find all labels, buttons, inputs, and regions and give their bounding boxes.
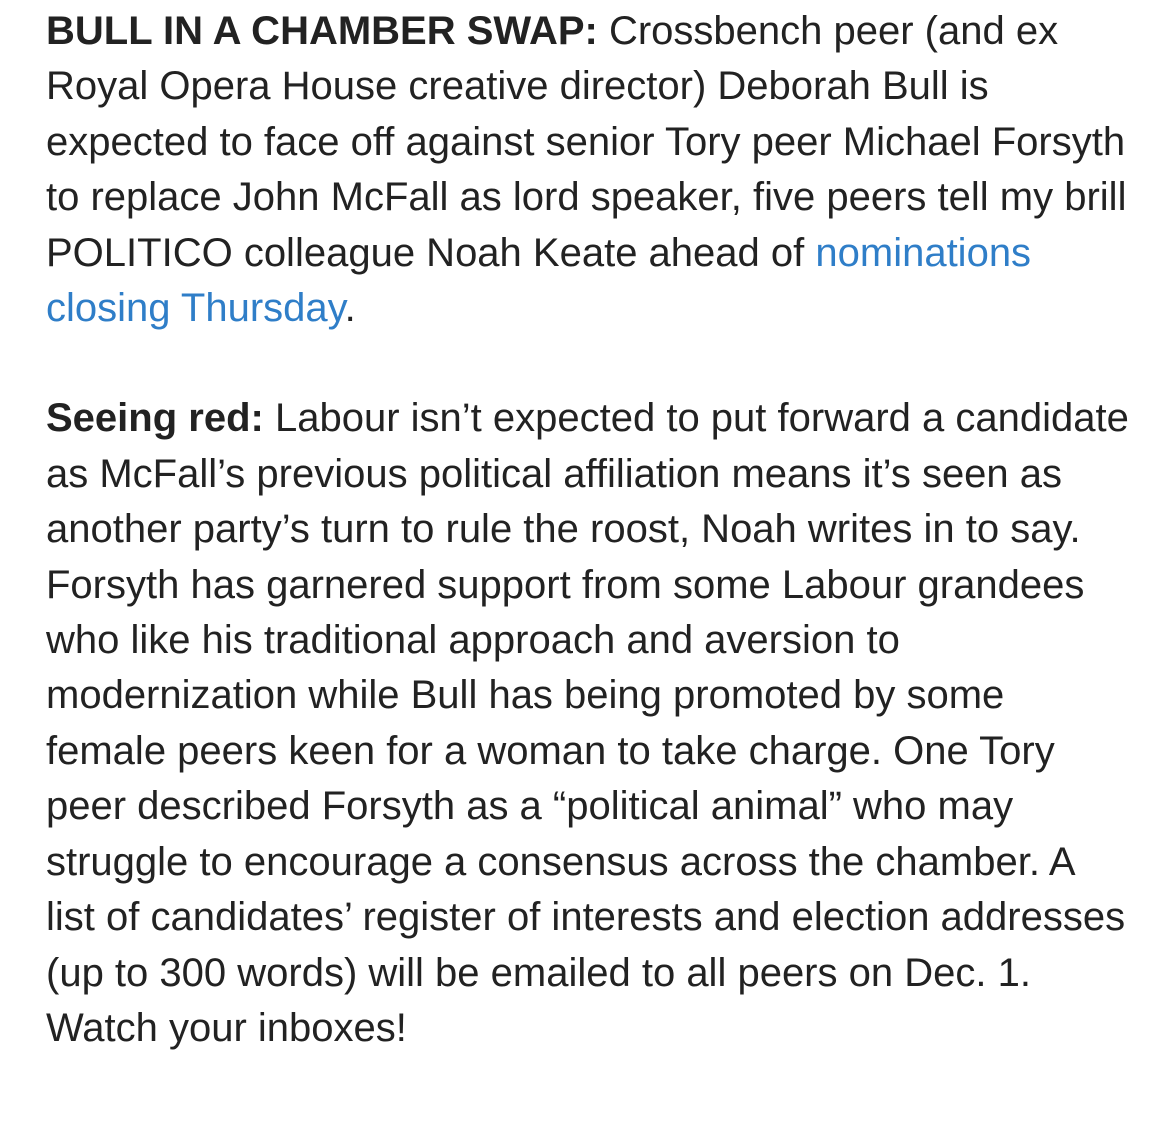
paragraph-seeing-red bbox=[46, 391, 1130, 1056]
paragraph-text: Crossbench peer (and ex Royal Opera House creative director) Deborah Bull is expected to face off against senior Tory peer Michael Forsyth to replace John McFall as lord speaker, five peers tell my brill POLITICO colleague Noah Keate ahead of bbox=[46, 9, 1127, 275]
nominations-link[interactable]: nominations closing Thursday bbox=[46, 230, 1032, 331]
paragraph-bull-in-a-chamber-swap bbox=[46, 4, 1130, 336]
paragraph-kicker: Seeing red: bbox=[46, 396, 264, 441]
paragraph-text-end: . bbox=[344, 286, 356, 331]
paragraph-kicker: BULL IN A CHAMBER SWAP: bbox=[46, 9, 598, 53]
paragraph-text: Labour isn’t expected to put forward a candidate as McFall’s previous political affiliation means it’s seen as another party’s turn to rule the roost, Noah writes in to say. Forsyth has garnered support from some Labour grandees who like his traditional approach and aversion to modernization while Bull has being promoted by some female peers keen for a woman to take charge. One Tory peer described Forsyth as a “political animal” who may struggle to encourage a consensus across the chamber. A list of candidates’ register of interests and election addresses (up to 300 words) will be emailed to all peers on Dec. 1. Watch your inboxes! bbox=[46, 396, 1129, 1050]
